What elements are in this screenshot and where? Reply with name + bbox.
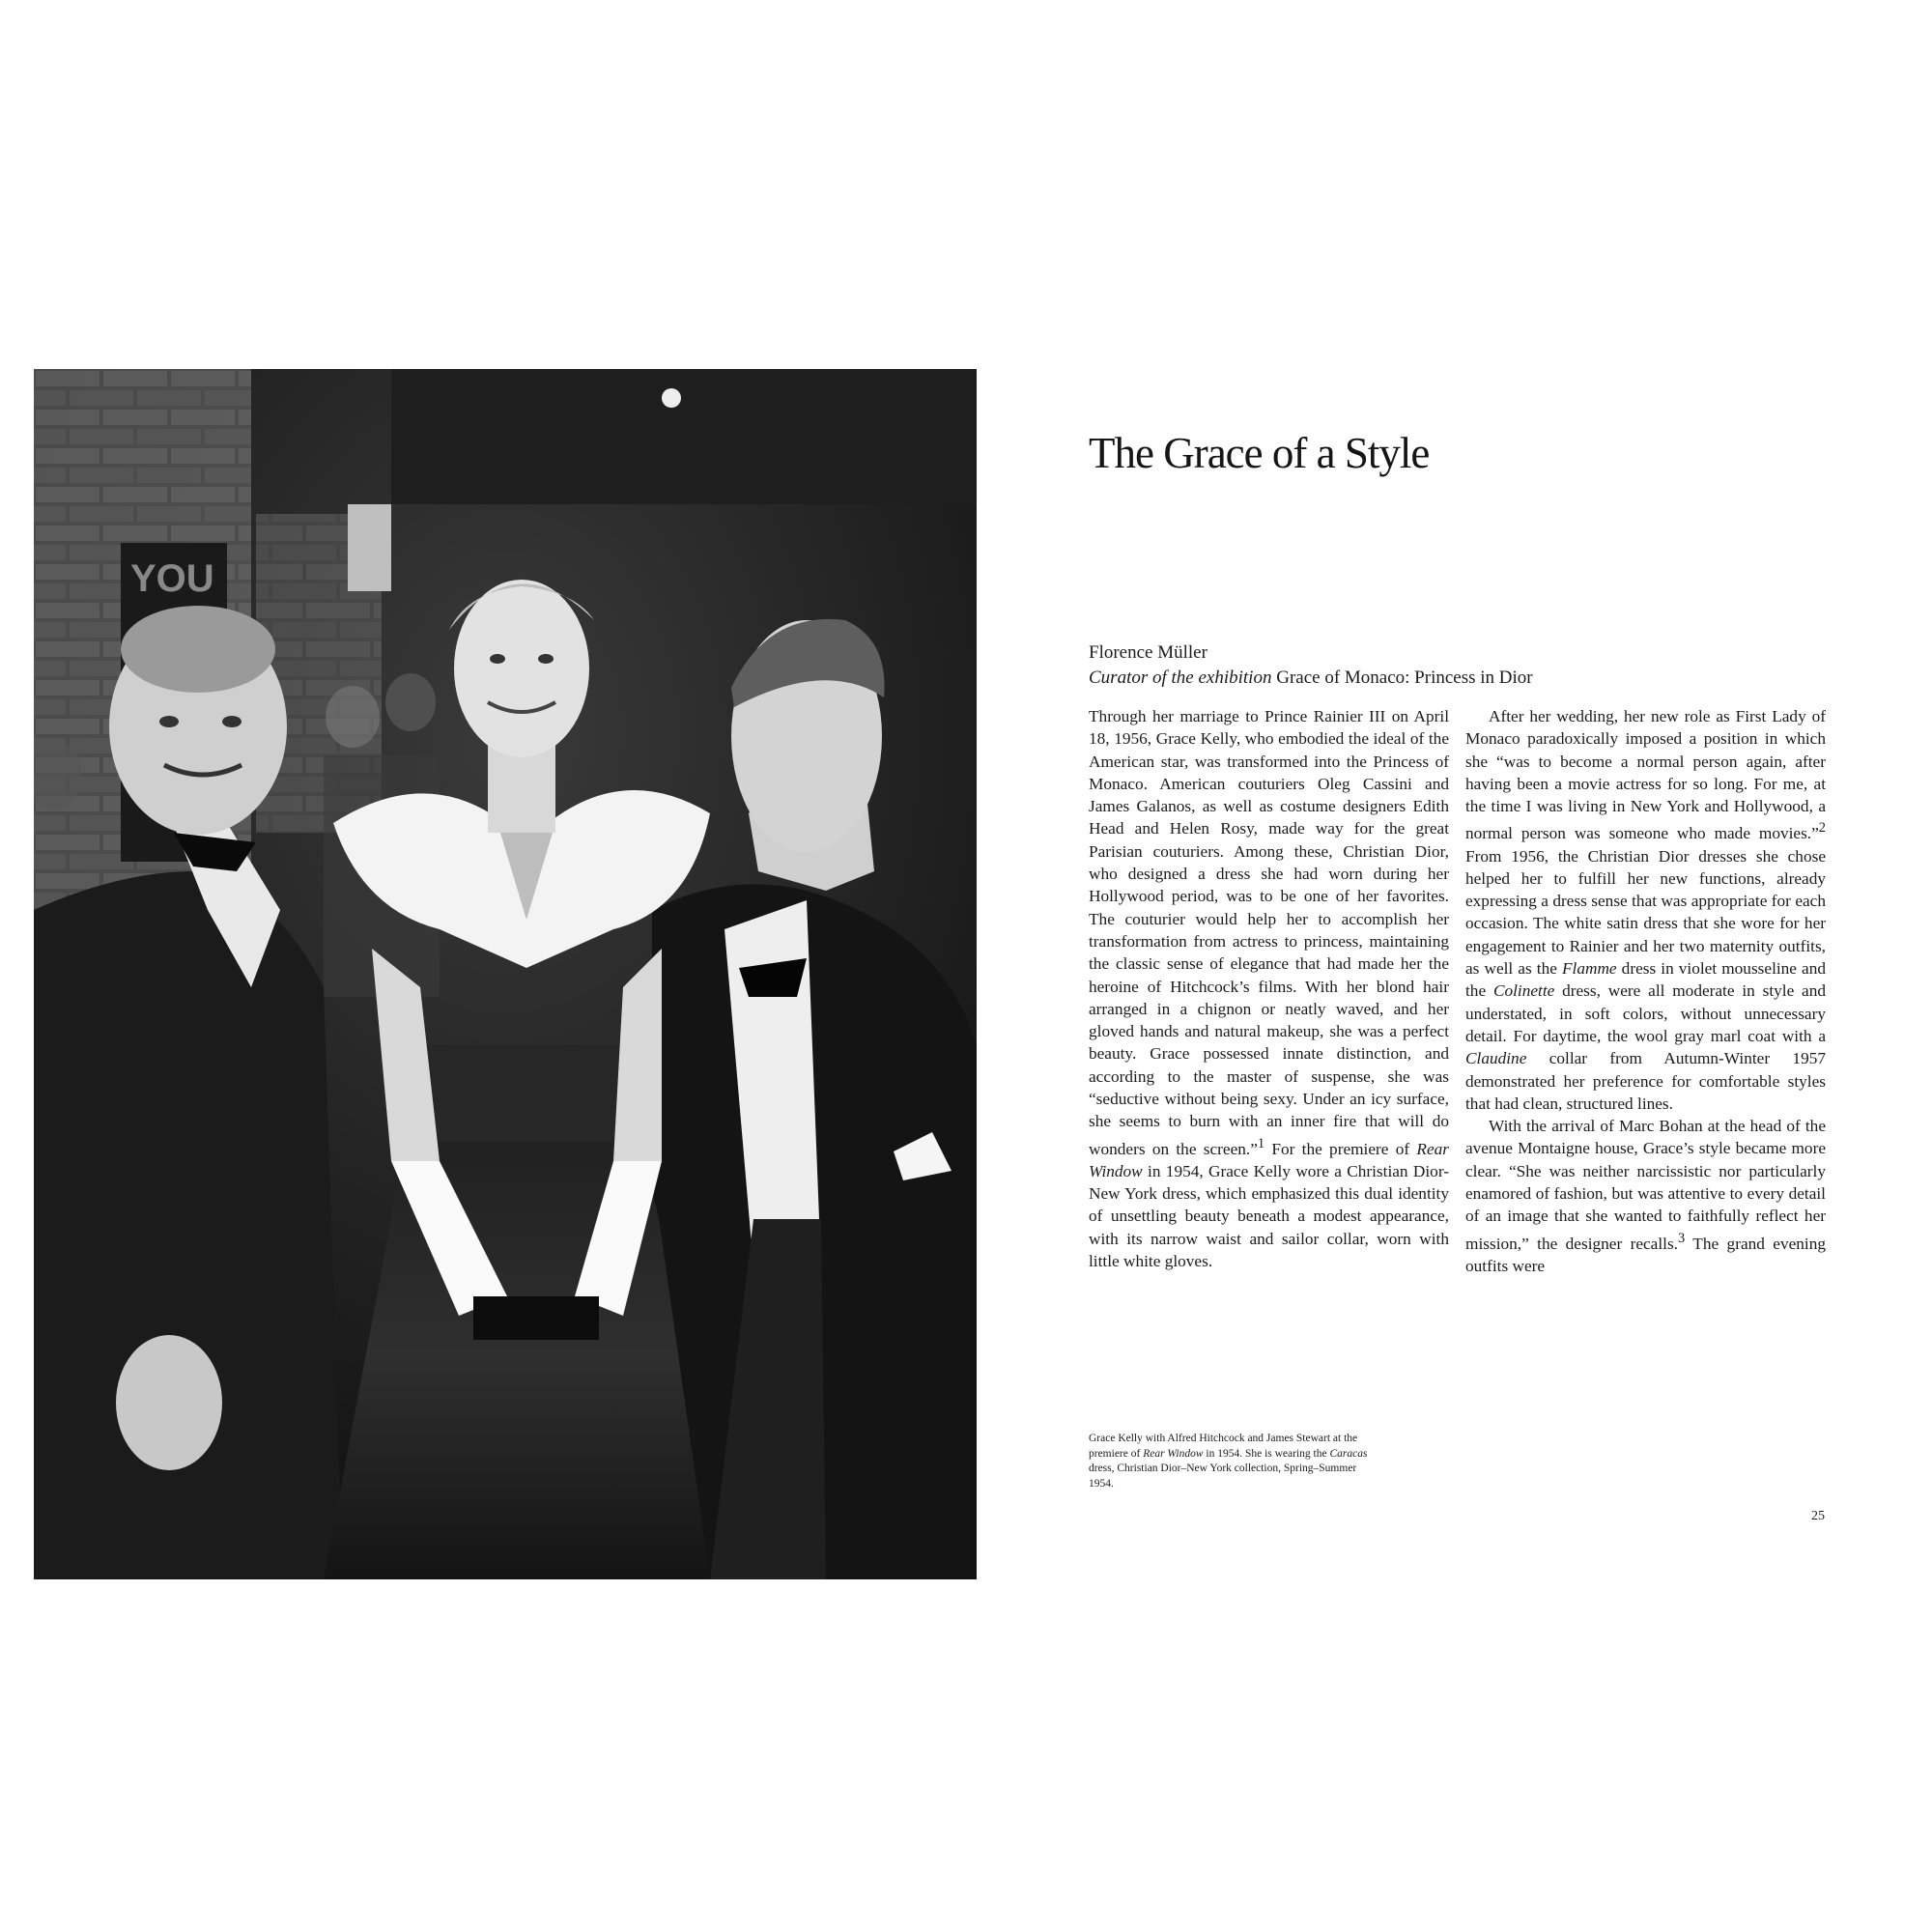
text-run: dress, Christian Dior–New York collection, Spring–Summer 1954. <box>1089 1463 1357 1490</box>
body-column-2 <box>1465 705 1826 1277</box>
byline <box>1089 640 1533 691</box>
text-run: For the premiere of <box>1264 1139 1417 1158</box>
sign-text: YOU <box>130 557 214 600</box>
body-paragraph <box>1465 705 1826 1115</box>
author-name: Florence Müller <box>1089 642 1208 663</box>
photograph <box>34 369 977 1579</box>
text-run: dress in violet mousseline and the <box>1465 959 1827 1001</box>
text-run: Through her marriage to Prince Rainier III on April 18, 1956, Grace Kelly, who embodied the ideal of the American star, was transformed into the Princess of Monaco. American couturiers Oleg Cassini and James Galanos, as well as costume designers Edith Head and Helen Rosy, made way for the great Parisian couturiers. Among these, Christian Dior, who designed a dress she had worn during her Hollywood period, was to be one of her favorites. The couturier would help her to accomplish her transformation from actress to princess, maintaining the classic sense of elegance that had made her the heroine of Hitchcock’s films. With her blond hair arranged in a chignon or neatly waved, and her gloved hands and natural makeup, she was a perfect beauty. Grace possessed innate distinction, and according to the master of suspense, she was “seductive without being sexy. Under an icy surface, she seems to burn with an inner fire that will do wonders on the screen.” <box>1089 707 1449 1158</box>
italic-run: Caracas <box>1329 1447 1368 1460</box>
body-column-1 <box>1089 705 1449 1272</box>
article-title: The Grace of a Style <box>1089 429 1430 477</box>
text-run: With the arrival of Marc Bohan at the head of the avenue Montaigne house, Grace’s style became more clear. “She was neither narcissistic nor particularly enamored of fashion, but was attentive to every detail of an image that she wanted to faithfully reflect her mission,” the designer recalls. <box>1465 1117 1826 1253</box>
author-role <box>1089 666 1533 691</box>
body-paragraph <box>1089 705 1449 1272</box>
photo-caption <box>1089 1432 1378 1492</box>
text-run: The grand evening outfits were <box>1465 1234 1826 1275</box>
italic-run: Colinette <box>1492 981 1555 1001</box>
author-role-text: Grace of Monaco: Princess in Dior <box>1271 668 1533 688</box>
text-run: After her wedding, her new role as First Lady of Monaco paradoxically imposed a position in which she “was to become a normal person again, after having been a movie actress for so long. For me, at the time I was living in New York and Hollywood, a normal person was someone who made movies.” <box>1465 707 1826 843</box>
italic-run: Claudine <box>1465 1049 1527 1068</box>
italic-run: Flamme <box>1561 959 1617 979</box>
text-run: dress, were all moderate in style and understated, in soft colors, without unnecessary detail. For daytime, the wool gray marl coat with a <box>1465 981 1827 1045</box>
italic-run: Rear Window <box>1143 1447 1204 1460</box>
footnote-ref: 1 <box>1257 1135 1265 1151</box>
author-role-italic: Curator of the exhibition <box>1089 668 1272 688</box>
photo-illustration <box>34 369 977 1579</box>
body-paragraph <box>1465 1115 1826 1277</box>
text-run: Grace Kelly with Alfred Hitchcock and James Stewart at the premiere of <box>1089 1433 1358 1460</box>
text-run: in 1954, Grace Kelly wore a Christian Dior-New York dress, which emphasized this dual identity of unsettling beauty beneath a modest appearance, with its narrow waist and sailor collar, worn with little white gloves. <box>1089 1161 1449 1270</box>
page-number: 25 <box>1811 1509 1825 1523</box>
text-run: collar from Autumn-Winter 1957 demonstrated her preference for comfortable styles that had clean, structured lines. <box>1465 1049 1826 1113</box>
italic-run: Rear Window <box>1089 1139 1449 1180</box>
text-run: in 1954. She is wearing the <box>1203 1447 1330 1460</box>
footnote-ref: 2 <box>1818 820 1826 837</box>
text-run: From 1956, the Christian Dior dresses she chose helped her to fulfill her new functions, already expressing a dress sense that was appropriate for each occasion. The white satin dress that she wore for her engagement to Rainier and her two maternity outfits, as well as the <box>1465 846 1826 979</box>
footnote-ref: 3 <box>1678 1230 1686 1246</box>
